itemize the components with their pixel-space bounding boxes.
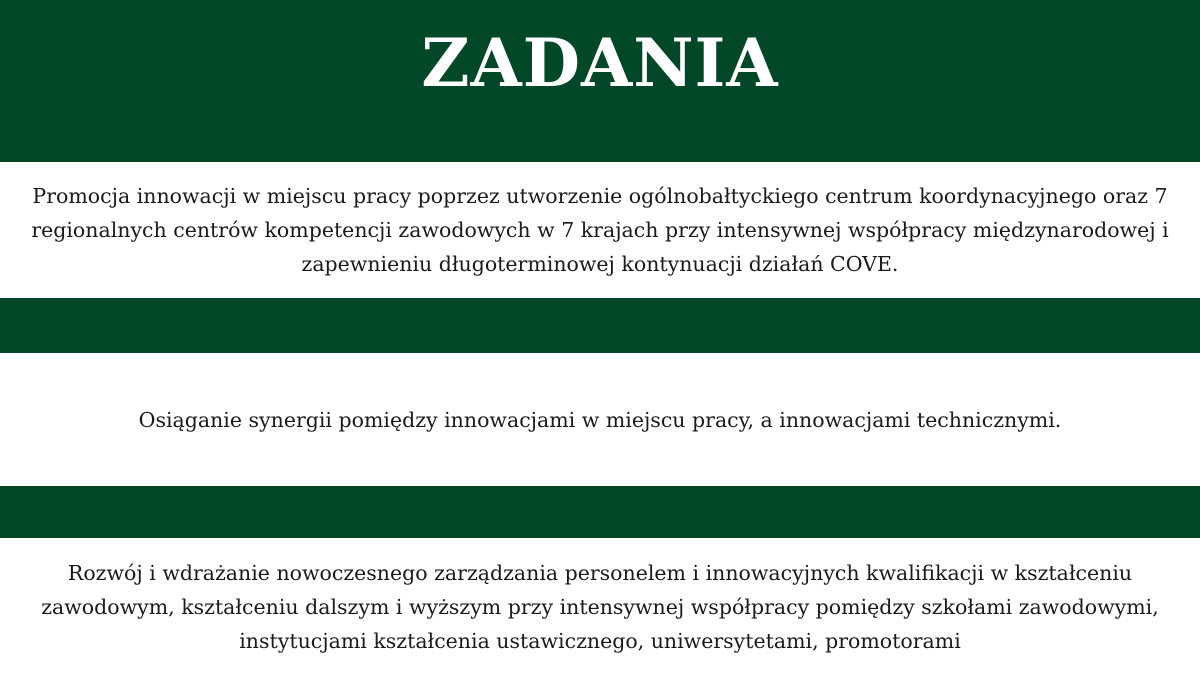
task-text-1: Promocja innowacji w miejscu pracy poprzez utworzenie ogólnobałtyckiego centrum koordynacyjnego oraz 7 regionalnych centrów kompetencji zawodowych w 7 krajach przy intensywnej współpracy międzynarodowej i zapewnieniu długoterminowej kontynuacji działań COVE. <box>31 184 1169 276</box>
task-text-3: Rozwój i wdrażanie nowoczesnego zarządzania personelem i innowacyjnych kwalifikacji w kształceniu zawodowym, kształceniu dalszym i wyższym przy intensywnej współpracy pomiędzy szkołami zawodowymi, instytucjami kształcenia ustawicznego, uniwersytetami, promotorami <box>41 560 1159 653</box>
task-text-2: Osiąganie synergii pomiędzy innowacjami w miejscu pracy, a innowacjami technicznymi. <box>138 407 1062 432</box>
task-block-2 <box>0 353 1200 486</box>
page-title: ZADANIA <box>421 24 779 102</box>
task-block-3 <box>0 538 1200 675</box>
divider-band-1 <box>0 298 1200 353</box>
task-block-1 <box>0 162 1200 298</box>
divider-band-2 <box>0 486 1200 538</box>
